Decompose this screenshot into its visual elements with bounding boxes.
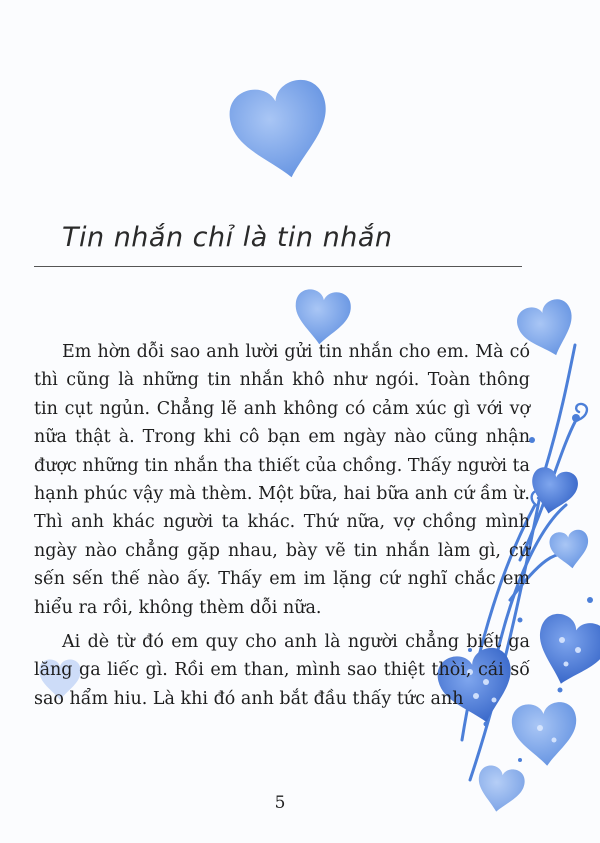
chapter-title: Tin nhắn chỉ là tin nhắn bbox=[62, 222, 393, 253]
top-heart-icon bbox=[225, 75, 339, 187]
page-number: 5 bbox=[274, 793, 286, 813]
paragraph: Ai dè từ đó em quy cho anh là người chẳng biết ga lăng ga liếc gì. Rồi em than, mình sao thiệt thòi, cái số sao hẩm hiu. Là khi đó anh bắt đầu thấy tức anh bbox=[34, 632, 530, 709]
right-heart-icon-5 bbox=[528, 610, 600, 693]
title-divider bbox=[34, 266, 522, 267]
body-text bbox=[34, 338, 530, 719]
paragraph: Em hờn dỗi sao anh lười gửi tin nhắn cho em. Mà có thì cũng là những tin nhắn khô như ngói. Toàn thông tin cụt ngủn. Chẳng lẽ anh không có cảm xúc gì với vợ nữa thật à. Trong khi cô bạn em ngày nào cũng nhận được những tin nhắn tha thiết của chồng. Thấy người ta hạnh phúc vậy mà thèm. Một bữa, hai bữa anh cứ ầm ừ. Thì anh khác người ta khác. Thứ nữa, vợ chồng mình ngày nào chẳng gặp nhau, bày vẽ tin nhắn làm gì, cứ sến sến thế nào ấy. Thấy em im lặng cứ nghĩ chắc em hiểu ra rồi, không thèm dỗi nữa. bbox=[34, 342, 530, 618]
right-heart-icon-3 bbox=[548, 528, 591, 571]
